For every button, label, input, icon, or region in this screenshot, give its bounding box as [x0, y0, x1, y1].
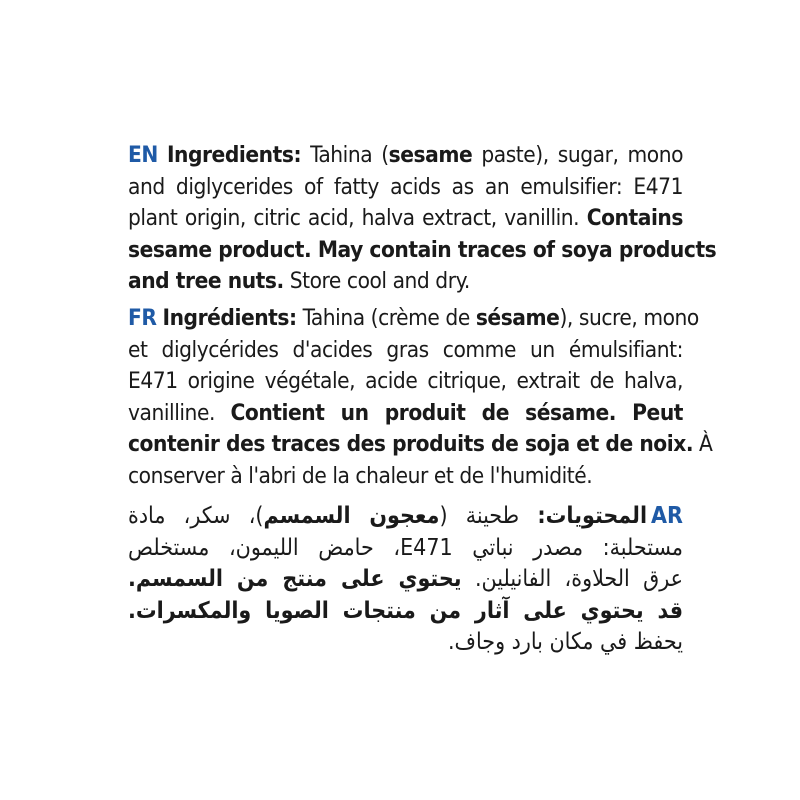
- ar-line-5: يحفظ في مكان بارد وجاف.: [447, 629, 683, 655]
- ar-ingredients-heading: المحتويات:: [537, 503, 648, 529]
- language-code-ar: AR: [651, 503, 683, 529]
- ar-text: )، سكر، مادة: [128, 503, 264, 529]
- ar-allergen-statement: قد يحتوي على آثار من منتجات الصويا والمكسرات.: [128, 597, 683, 624]
- fr-line-1: [128, 303, 699, 335]
- fr-allergen-statement: Contient un produit de sésame. Peut: [230, 399, 684, 426]
- en-allergen-statement: Contains: [586, 205, 683, 231]
- en-line-2: and diglycerides of fatty acids as an emulsifier: E471: [128, 173, 683, 200]
- language-code-en: EN: [128, 142, 158, 168]
- en-line-3: [128, 203, 683, 235]
- fr-allergen-statement: contenir des traces des produits de soja et de noix.: [128, 431, 694, 457]
- fr-line-2: et diglycérides d'acides gras comme un émulsifiant:: [128, 336, 683, 363]
- fr-storage-text: À: [693, 431, 713, 457]
- ingredients-fr: [128, 303, 713, 492]
- ar-line-3: [128, 564, 683, 596]
- ar-allergen: معجون السمسم: [263, 503, 440, 529]
- en-line-1: [128, 140, 683, 172]
- fr-line-6: conserver à l'abri de la chaleur et de l'humidité.: [128, 462, 593, 489]
- fr-text: vanilline.: [128, 399, 231, 426]
- ar-text: عرق الحلاوة، الفانيلين.: [461, 566, 684, 592]
- fr-line-3: E471 origine végétale, acide citrique, extrait de halva,: [128, 368, 683, 394]
- ar-line-4: [128, 596, 683, 628]
- ar-line-1: [128, 501, 683, 533]
- en-text: Tahina (: [301, 142, 389, 168]
- fr-ingredients-heading: Ingrédients:: [162, 305, 297, 331]
- en-line-5: [128, 266, 683, 298]
- fr-text: ), sucre, mono: [559, 305, 699, 331]
- en-ingredients-heading: Ingredients:: [166, 142, 302, 168]
- ingredients-en: [128, 140, 717, 298]
- fr-line-4: [128, 398, 683, 430]
- fr-text: Tahina (crème de: [296, 305, 476, 331]
- fr-line-5: [128, 429, 713, 461]
- language-code-fr: FR: [128, 305, 157, 331]
- en-storage-text: Store cool and dry.: [283, 268, 470, 294]
- ar-allergen-statement: يحتوي على منتج من السمسم.: [128, 566, 462, 592]
- ar-text: طحينة (: [439, 503, 538, 529]
- en-allergen-statement: sesame product. May contain traces of soya products: [128, 236, 717, 263]
- en-allergen-statement: and tree nuts.: [128, 268, 284, 294]
- fr-allergen: sésame: [475, 305, 560, 331]
- ar-line-2: مستحلبة: مصدر نباتي E471، حامض الليمون، مستخلص: [128, 534, 683, 561]
- en-allergen: sesame: [388, 142, 473, 168]
- en-text: paste), sugar, mono: [472, 142, 684, 168]
- en-line-4: [128, 235, 717, 267]
- en-text: plant origin, citric acid, halva extract, vanillin.: [128, 205, 587, 231]
- ingredients-ar: [128, 501, 683, 659]
